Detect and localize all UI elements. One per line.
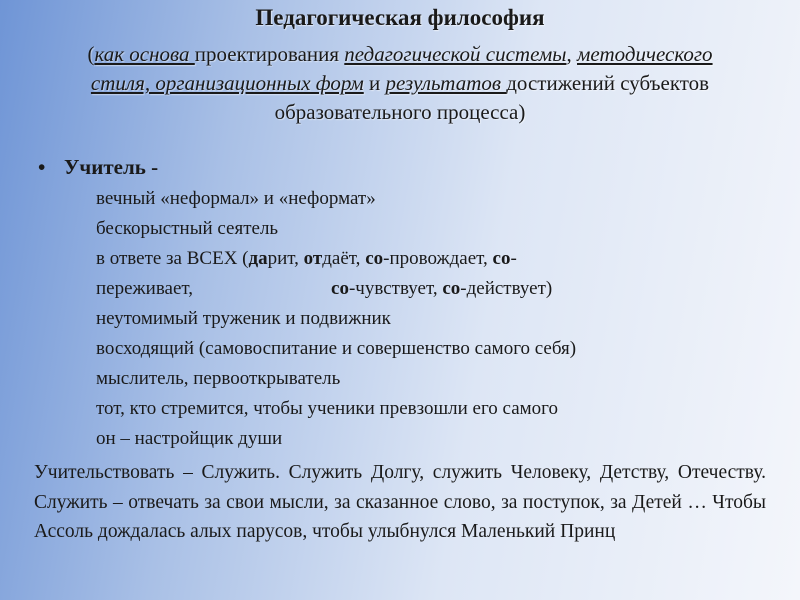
subtitle-text-1: проектирования — [194, 42, 345, 66]
list-item — [62, 184, 762, 214]
bold-part: со — [365, 248, 384, 269]
list-item-text: вечный «неформал» и «неформат» — [96, 188, 376, 209]
list-item-text: восходящий (самовоспитание и совершенство самого себя) — [96, 338, 577, 359]
bold-part: от — [303, 248, 323, 269]
list-item — [62, 364, 762, 394]
text-part: даёт, — [322, 248, 366, 269]
text-part: -провождает, — [383, 248, 493, 269]
subtitle-open: ( — [87, 42, 95, 66]
subtitle-segment-4: результатов — [385, 71, 507, 95]
lead-label: Учитель - — [64, 155, 159, 179]
text-part: - — [510, 248, 517, 269]
closing-paragraph: Учительствовать – Служить. Служить Долгу, служить Человеку, Детству, Отечеству. Служить – отвечать за свои мысли, за сказанное слово, за поступок, за Детей … Чтобы Ассоль дождалась алых парусов, чтобы улыбнулся Маленький Принц — [34, 462, 766, 542]
list-item — [62, 244, 762, 304]
list-item — [62, 304, 762, 334]
text-part: -чувствует, — [348, 278, 443, 299]
list-item-text — [96, 248, 762, 304]
slide-subtitle — [70, 40, 730, 127]
lead-bullet — [38, 153, 158, 181]
list-item-second-line — [96, 274, 762, 304]
list-item — [62, 394, 762, 424]
list-item-text: бескорыстный сеятель — [96, 218, 279, 239]
list-item-text: мыслитель, первооткрыватель — [96, 368, 341, 389]
text-part: -действует) — [460, 278, 553, 299]
bold-part: со — [442, 278, 461, 299]
list-item-text: неутомимый труженик и подвижник — [96, 308, 391, 329]
subtitle-text-3: и — [363, 71, 386, 95]
bold-part: со — [492, 248, 511, 269]
list-item — [62, 334, 762, 364]
subtitle-segment-2: педагогической системы — [344, 42, 567, 66]
slide-title: Педагогическая философия — [255, 5, 545, 30]
list-item — [62, 214, 762, 244]
subtitle-text-4: достижений субъектов образовательного процесса) — [274, 71, 710, 124]
bullet-icon: • — [38, 155, 46, 179]
list-item-text: тот, кто стремится, чтобы ученики превзошли его самого — [96, 398, 558, 419]
text-part: переживает, — [96, 278, 194, 299]
list-item-text: он – настройщик души — [96, 428, 283, 449]
text-part: рит, — [267, 248, 304, 269]
bold-part: да — [248, 248, 268, 269]
bold-part: со — [331, 278, 349, 299]
teacher-qualities-list — [62, 184, 762, 454]
text-part: в ответе за ВСЕХ ( — [96, 248, 249, 269]
subtitle-segment-1: как основа — [94, 42, 195, 66]
list-item — [62, 424, 762, 454]
subtitle-text-2: , — [566, 42, 577, 66]
subtitle-segment-3: методического стиля, организационных форм — [90, 42, 713, 95]
